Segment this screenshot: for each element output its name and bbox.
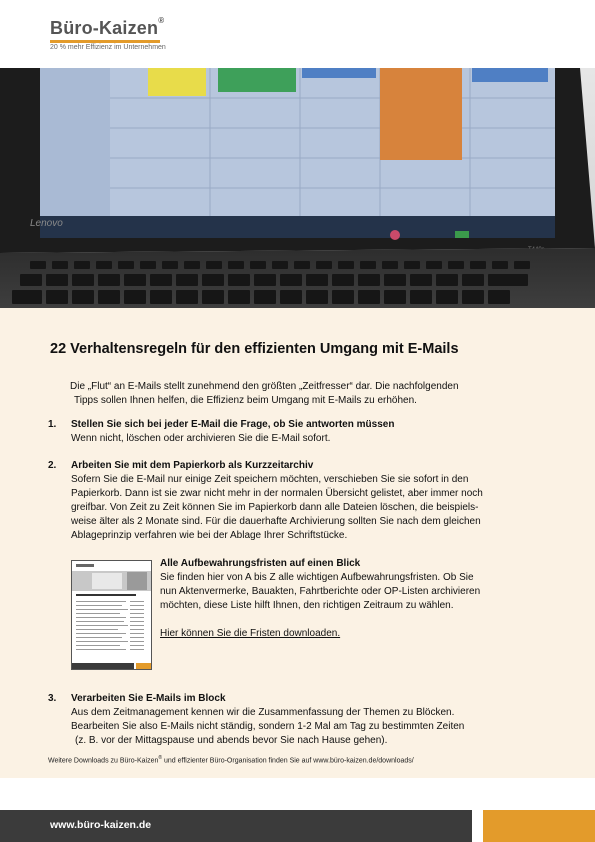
header bbox=[0, 0, 595, 68]
rule-number: 3. bbox=[48, 693, 57, 704]
download-box-line: nun Aktenvermerke, Bauakten, Fahrtberichte oder OP-Listen archivieren bbox=[160, 586, 481, 597]
footnote-text: Weitere Downloads zu Büro-Kaizen bbox=[48, 757, 159, 765]
laptop-photo bbox=[0, 68, 595, 308]
footnote bbox=[48, 755, 414, 764]
rule-title: Arbeiten Sie mit dem Papierkorb als Kurzzeitarchiv bbox=[71, 460, 314, 471]
rule-text-line: Aus dem Zeitmanagement kennen wir die Zusammenfassung der Themen zu Blöcken. bbox=[71, 707, 455, 718]
download-box-title: Alle Aufbewahrungsfristen auf einen Blick bbox=[160, 558, 361, 569]
rule-text-line: Wenn nicht, löschen oder archivieren Sie die E-Mail sofort. bbox=[71, 433, 331, 444]
rule-title: Stellen Sie sich bei jeder E-Mail die Frage, ob Sie antworten müssen bbox=[71, 419, 395, 430]
laptop-illustration bbox=[0, 68, 595, 308]
rule-text-line: greifbar. Von Zeit zu Zeit können Sie im Papierkorb dann alle Dateien löschen, die beispiels- bbox=[71, 502, 479, 513]
rule-title: Verarbeiten Sie E-Mails im Block bbox=[71, 693, 226, 704]
footer-website-link[interactable]: www.büro-kaizen.de bbox=[50, 819, 152, 831]
logo[interactable] bbox=[50, 18, 164, 39]
footer-spacer bbox=[0, 778, 595, 808]
footnote-registered-mark: ® bbox=[158, 755, 163, 761]
download-box bbox=[160, 557, 530, 641]
rule-text-line: weise älter als 2 Monate sind. Für die dauerhafte Archivierung sollten Sie nach dem gleichen bbox=[71, 516, 481, 527]
logo-registered-mark: ® bbox=[158, 16, 165, 25]
rule-text-line: Ablageprinzip verfahren wie bei der Ablage Ihrer Schriftstücke. bbox=[71, 530, 348, 541]
rule-number: 2. bbox=[48, 460, 57, 471]
download-link[interactable]: Hier können Sie die Fristen downloaden. bbox=[160, 628, 341, 639]
logo-accent-bar bbox=[50, 40, 160, 43]
download-box-line: möchten, diese Liste hilft Ihnen, den richtigen Zeitraum zu wählen. bbox=[160, 600, 454, 611]
rule-item-2 bbox=[48, 459, 538, 543]
logo-name: Büro-Kaizen bbox=[50, 18, 159, 38]
footer-accent-block bbox=[483, 810, 595, 842]
download-document-thumbnail[interactable] bbox=[71, 560, 152, 670]
download-box-line: Sie finden hier von A bis Z alle wichtigen Aufbewahrungsfristen. Ob Sie bbox=[160, 572, 474, 583]
rule-text-line: Bearbeiten Sie also E-Mails nicht ständig, sondern 1-2 Mal am Tag zu bestimmten Zeiten bbox=[71, 721, 465, 732]
document-preview-image bbox=[72, 561, 151, 669]
rule-item-3 bbox=[48, 692, 538, 748]
rule-text-line: Papierkorb. Dann ist sie zwar nicht mehr in der normalen Übersicht gelistet, aber immer noch bbox=[71, 488, 483, 499]
intro-text bbox=[70, 380, 540, 408]
rule-text-line: Sofern Sie die E-Mail nur einige Zeit speichern möchten, verschieben Sie sie sofort in den bbox=[71, 474, 469, 485]
intro-line: Tipps sollen Ihnen helfen, die Effizienz beim Umgang mit E-Mails zu erhöhen. bbox=[74, 395, 417, 406]
logo-tagline: 20 % mehr Effizienz im Unternehmen bbox=[50, 44, 166, 51]
rule-item-1 bbox=[48, 418, 538, 446]
footnote-text: und effizienter Büro-Organisation finden Sie auf www.büro-kaizen.de/downloads/ bbox=[162, 757, 414, 765]
intro-line: Die „Flut“ an E-Mails stellt zunehmend den größten „Zeitfresser“ dar. Die nachfolgenden bbox=[70, 381, 459, 392]
laptop-brand-text: Lenovo bbox=[30, 218, 63, 229]
rule-text-line: (z. B. vor der Mittagspause und abends bevor Sie nach Hause gehen). bbox=[75, 735, 388, 746]
page-title: 22 Verhaltensregeln für den effizienten Umgang mit E-Mails bbox=[50, 341, 459, 357]
rule-number: 1. bbox=[48, 419, 57, 430]
